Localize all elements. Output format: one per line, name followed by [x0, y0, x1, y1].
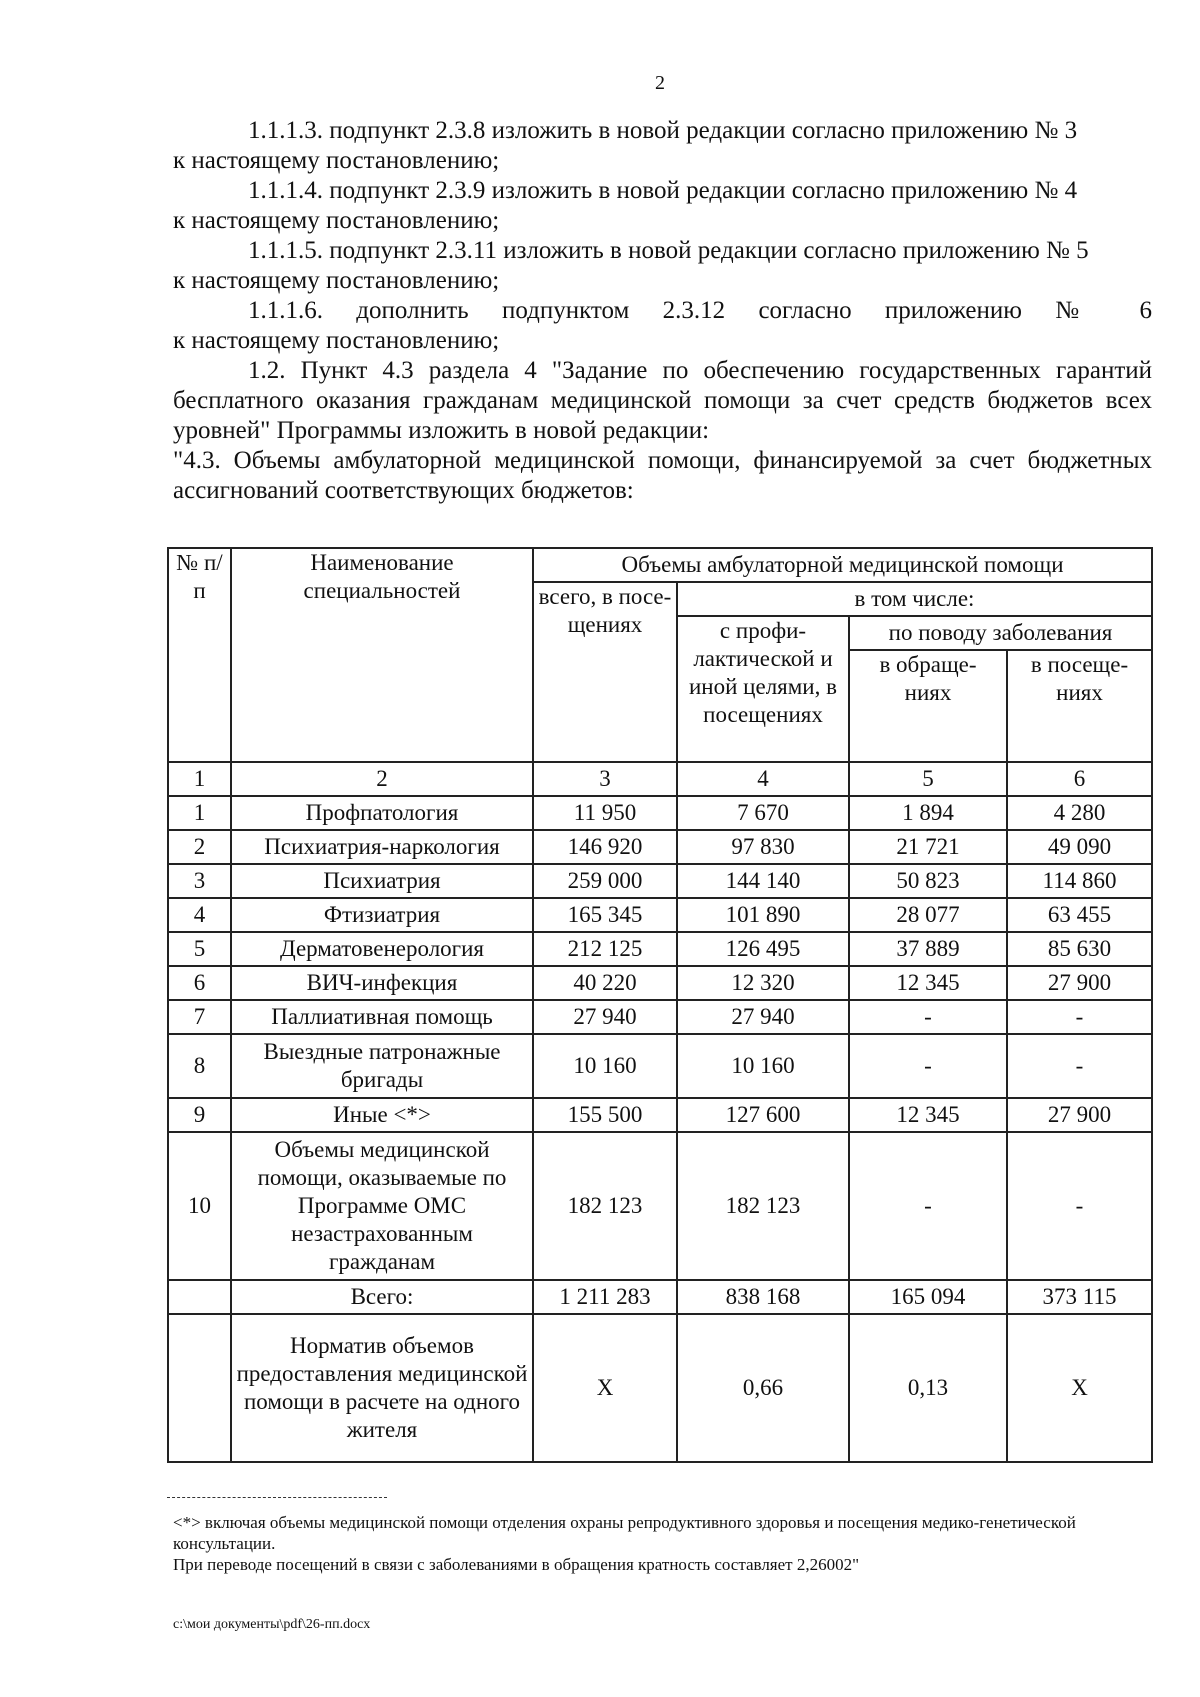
row-appeals: -	[849, 1000, 1007, 1034]
table-row	[168, 966, 1152, 1000]
row-visits: 4 280	[1007, 796, 1152, 830]
header-number: № п/п	[168, 548, 231, 762]
paragraph-1-1-1-5-rest: к настоящему постановлению;	[173, 267, 500, 294]
row-number: 1	[168, 796, 231, 830]
row-number: 9	[168, 1098, 231, 1132]
volumes-table	[167, 547, 1153, 1463]
row-visits: 63 455	[1007, 898, 1152, 932]
header-appeals: в обраще- ниях	[849, 650, 1007, 762]
table-row	[168, 898, 1152, 932]
row-total: 212 125	[533, 932, 677, 966]
column-number: 6	[1007, 762, 1152, 796]
row-total: 146 920	[533, 830, 677, 864]
header-total-visits: всего, в посе- щениях	[533, 582, 677, 762]
row-preventive: 12 320	[677, 966, 849, 1000]
header-volumes: Объемы амбулаторной медицинской помощи	[533, 548, 1152, 582]
row-number: 2	[168, 830, 231, 864]
row-total: 10 160	[533, 1034, 677, 1098]
row-visits: 85 630	[1007, 932, 1152, 966]
norm-label: Норматив объемов предоставления медицинской помощи в расчете на одного жителя	[231, 1314, 533, 1462]
header-preventive: с профи- лактической и иной целями, в посещениях	[677, 616, 849, 762]
paragraph-1-1-1-3-rest: к настоящему постановлению;	[173, 147, 500, 174]
total-number-cell	[168, 1280, 231, 1314]
header-specialty: Наименование специальностей	[231, 548, 533, 762]
header-disease: по поводу заболевания	[849, 616, 1152, 650]
norm-appeals: 0,13	[849, 1314, 1007, 1462]
row-visits: -	[1007, 1000, 1152, 1034]
row-visits: -	[1007, 1132, 1152, 1280]
table-row	[168, 830, 1152, 864]
row-specialty: Объемы медицинской помощи, оказываемые по Программе ОМС незастрахованным гражданам	[231, 1132, 533, 1280]
norm-number-cell	[168, 1314, 231, 1462]
total-disease-visits-sum: 373 115	[1007, 1280, 1152, 1314]
total-appeals-sum: 165 094	[849, 1280, 1007, 1314]
row-total: 11 950	[533, 796, 677, 830]
paragraph-1-1-1-6-lead: 1.1.1.6. дополнить подпунктом 2.3.12 согласно приложению № 6	[248, 297, 1152, 324]
header-including: в том числе:	[677, 582, 1152, 616]
row-preventive: 126 495	[677, 932, 849, 966]
table-row	[168, 864, 1152, 898]
footnote-separator	[167, 1497, 387, 1498]
column-number: 1	[168, 762, 231, 796]
row-visits: 114 860	[1007, 864, 1152, 898]
column-number: 4	[677, 762, 849, 796]
row-preventive: 182 123	[677, 1132, 849, 1280]
row-total: 182 123	[533, 1132, 677, 1280]
column-number-row	[168, 762, 1152, 796]
paragraph-1-1-1-4-rest: к настоящему постановлению;	[173, 207, 500, 234]
row-visits: -	[1007, 1034, 1152, 1098]
table-row	[168, 1132, 1152, 1280]
row-appeals: 12 345	[849, 1098, 1007, 1132]
row-appeals: 28 077	[849, 898, 1007, 932]
table-row	[168, 932, 1152, 966]
paragraph-4-3: "4.3. Объемы амбулаторной медицинской помощи, финансируемой за счет бюджетных ассигнований соответствующих бюджетов:	[173, 447, 1152, 504]
row-preventive: 7 670	[677, 796, 849, 830]
row-number: 5	[168, 932, 231, 966]
table-row	[168, 796, 1152, 830]
row-appeals: 37 889	[849, 932, 1007, 966]
norm-row	[168, 1314, 1152, 1462]
row-appeals: 50 823	[849, 864, 1007, 898]
row-number: 10	[168, 1132, 231, 1280]
row-specialty: Психиатрия	[231, 864, 533, 898]
row-number: 3	[168, 864, 231, 898]
total-row	[168, 1280, 1152, 1314]
footnote-ratio: При переводе посещений в связи с заболеваниями в обращения кратность составляет 2,26002"	[173, 1555, 860, 1574]
body-text	[173, 116, 1152, 506]
row-appeals: 1 894	[849, 796, 1007, 830]
row-number: 4	[168, 898, 231, 932]
column-number: 3	[533, 762, 677, 796]
row-specialty: Иные <*>	[231, 1098, 533, 1132]
row-specialty: Паллиативная помощь	[231, 1000, 533, 1034]
file-path: c:\мои документы\pdf\26-пп.docx	[173, 1617, 371, 1632]
paragraph-1-1-1-5-lead: 1.1.1.5. подпункт 2.3.11 изложить в новой редакции согласно приложению № 5	[248, 237, 1089, 264]
column-number: 2	[231, 762, 533, 796]
table-row	[168, 1000, 1152, 1034]
norm-total: X	[533, 1314, 677, 1462]
paragraph-1-2: 1.2. Пункт 4.3 раздела 4 "Задание по обеспечению государственных гарантий бесплатного оказания гражданам медицинской помощи за счет средств бюджетов всех уровней" Программы изложить в новой редакции:	[173, 357, 1152, 444]
row-appeals: 21 721	[849, 830, 1007, 864]
row-preventive: 10 160	[677, 1034, 849, 1098]
total-label: Всего:	[231, 1280, 533, 1314]
row-appeals: -	[849, 1034, 1007, 1098]
paragraph-1-1-1-3-lead: 1.1.1.3. подпункт 2.3.8 изложить в новой редакции согласно приложению № 3	[248, 117, 1078, 144]
row-specialty: Дерматовенерология	[231, 932, 533, 966]
row-total: 155 500	[533, 1098, 677, 1132]
row-specialty: Выездные патронажные бригады	[231, 1034, 533, 1098]
row-specialty: ВИЧ-инфекция	[231, 966, 533, 1000]
row-specialty: Психиатрия-наркология	[231, 830, 533, 864]
row-number: 7	[168, 1000, 231, 1034]
row-preventive: 127 600	[677, 1098, 849, 1132]
header-visits: в посеще- ниях	[1007, 650, 1152, 762]
row-total: 165 345	[533, 898, 677, 932]
row-specialty: Фтизиатрия	[231, 898, 533, 932]
row-visits: 27 900	[1007, 966, 1152, 1000]
row-number: 6	[168, 966, 231, 1000]
column-number: 5	[849, 762, 1007, 796]
row-visits: 27 900	[1007, 1098, 1152, 1132]
table-row	[168, 1098, 1152, 1132]
paragraph-1-1-1-6-rest: к настоящему постановлению;	[173, 327, 500, 354]
footnote-asterisk: <*> включая объемы медицинской помощи отделения охраны репродуктивного здоровья и посещения медико-генетической консультации.	[173, 1513, 1076, 1553]
row-preventive: 101 890	[677, 898, 849, 932]
row-appeals: 12 345	[849, 966, 1007, 1000]
row-total: 40 220	[533, 966, 677, 1000]
norm-preventive: 0,66	[677, 1314, 849, 1462]
row-visits: 49 090	[1007, 830, 1152, 864]
total-preventive-sum: 838 168	[677, 1280, 849, 1314]
row-number: 8	[168, 1034, 231, 1098]
row-total: 27 940	[533, 1000, 677, 1034]
row-preventive: 144 140	[677, 864, 849, 898]
page-number: 2	[655, 72, 665, 94]
row-appeals: -	[849, 1132, 1007, 1280]
table-row	[168, 1034, 1152, 1098]
norm-visits: X	[1007, 1314, 1152, 1462]
total-visits-sum: 1 211 283	[533, 1280, 677, 1314]
row-preventive: 97 830	[677, 830, 849, 864]
row-total: 259 000	[533, 864, 677, 898]
paragraph-1-1-1-4-lead: 1.1.1.4. подпункт 2.3.9 изложить в новой редакции согласно приложению № 4	[248, 177, 1078, 204]
row-specialty: Профпатология	[231, 796, 533, 830]
row-preventive: 27 940	[677, 1000, 849, 1034]
footnotes	[173, 1512, 1152, 1575]
